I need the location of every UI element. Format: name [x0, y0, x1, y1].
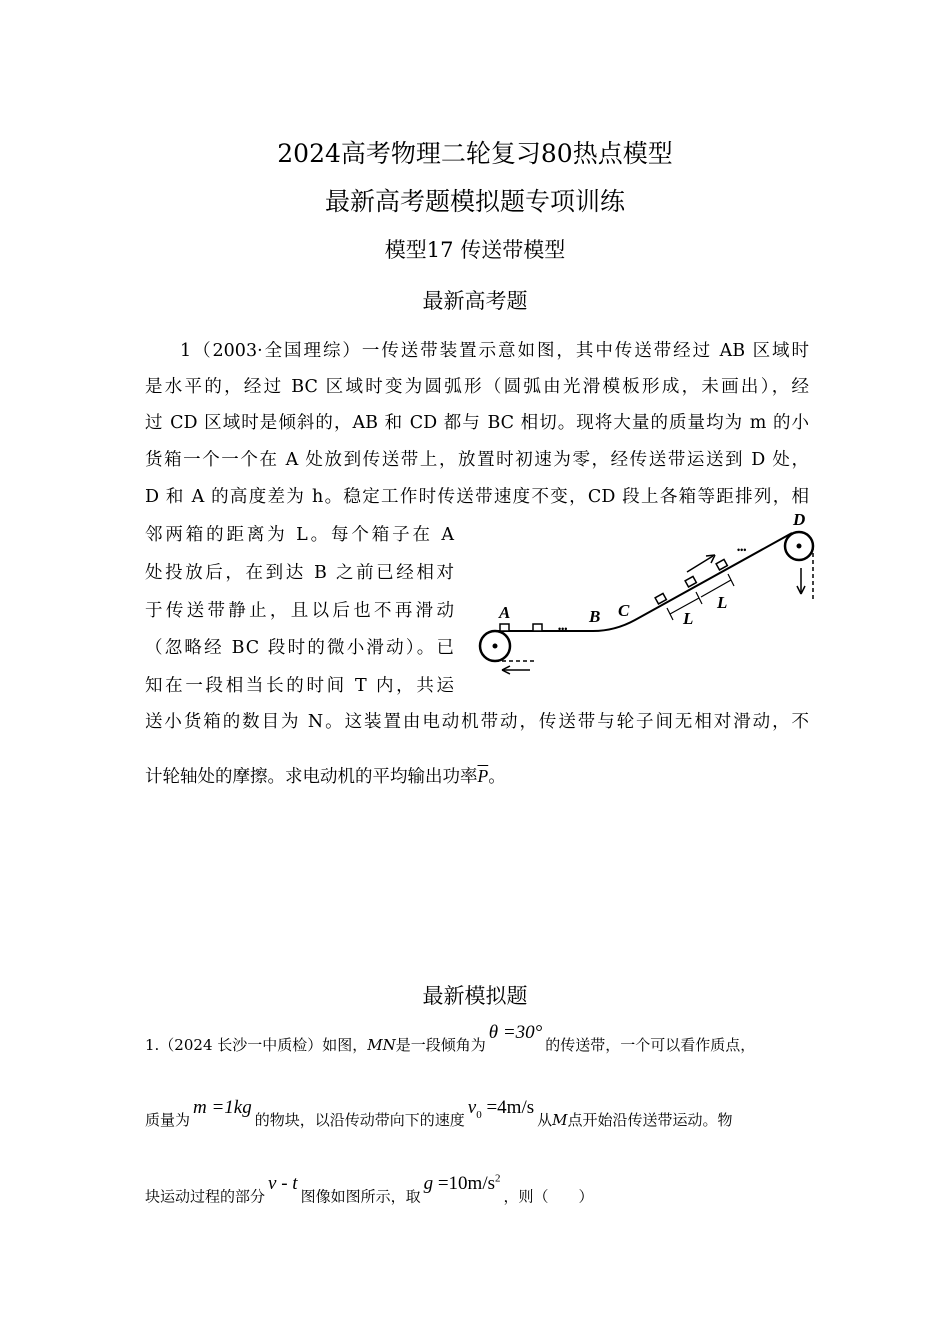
- p1-narrow-3: 于传送带静止，且以后也不再滑动: [145, 601, 455, 621]
- p2-l3-prefix: 块运动过程的部分: [145, 1187, 266, 1206]
- conveyor-belt-figure: [475, 510, 815, 680]
- p1-narrow-4: （忽略经 BC 段时的微小滑动）。已: [145, 638, 455, 658]
- box: [655, 593, 666, 603]
- section-exam-heading: 最新高考题: [422, 289, 528, 313]
- g-value: =10m/s: [433, 1173, 495, 1195]
- p1-line-4: 货箱一个一个在 A 处放到传送带上，放置时初速为零，经传送带运送到 D 处，: [145, 450, 809, 470]
- p1-line-after: 送小货箱的数目为 N。这装置由电动机带动，传送带与轮子间无相对滑动，不: [145, 712, 809, 732]
- p1-line-5: D 和 A 的高度差为 h。稳定工作时传送带速度不变，CD 段上各箱等距排列，相: [145, 487, 809, 507]
- p2-l3-mid: 图像如图所示，取: [300, 1187, 421, 1206]
- box: [500, 624, 509, 631]
- p2-l2-prefix: 质量为: [145, 1111, 191, 1129]
- p1-narrow-5: 知在一段相当长的时间 T 内，共运: [145, 676, 455, 696]
- v0-symbol: v: [467, 1097, 477, 1118]
- v0-sub: 0: [476, 1108, 482, 1121]
- v0-value: =4m/s: [481, 1097, 535, 1118]
- p2-l1-mid: 是一段倾角为: [395, 1036, 486, 1054]
- g-symbol: g: [423, 1173, 434, 1195]
- theta-expression: θ =30°: [488, 1022, 543, 1043]
- label-d: D: [793, 510, 806, 529]
- p1-narrow-2: 处投放后，在到达 B 之前已经相对: [145, 563, 455, 583]
- p2-line-3: [145, 1173, 594, 1207]
- p2-m: M: [552, 1111, 568, 1129]
- belt-upper: [495, 533, 792, 631]
- p1-line-1: 1（2003·全国理综）一传送带装置示意如图，其中传送带经过 AB 区域时: [180, 341, 809, 361]
- p2-line-2: [145, 1097, 733, 1133]
- section-mock-heading: 最新模拟题: [422, 984, 528, 1008]
- p2-l2-mid: 的物块，以沿传动带向下的速度: [254, 1111, 465, 1129]
- dots-incline: •••: [737, 545, 747, 555]
- doc-subtitle: 最新高考题模拟题专项训练: [324, 187, 625, 216]
- model-title: 模型17 传送带模型: [384, 238, 566, 262]
- p2-l2-suffix: 点开始沿传送带运动。物: [567, 1111, 733, 1129]
- p1-line-last: [145, 758, 506, 795]
- box: [533, 624, 542, 631]
- g-sup: 2: [495, 1173, 501, 1185]
- label-l2: L: [717, 593, 728, 612]
- p2-line-1: [145, 1022, 756, 1056]
- v0-expression: [467, 1097, 535, 1121]
- vt-expression: v - t: [268, 1173, 298, 1195]
- p1-last-text: 计轮轴处的摩擦。求电动机的平均输出功率: [145, 767, 478, 787]
- p2-l1-suffix: 的传送带，一个可以看作质点，: [545, 1036, 756, 1054]
- p2-mn: MN: [367, 1036, 396, 1054]
- mass-expression: m =1kg: [193, 1097, 252, 1118]
- label-b: B: [589, 607, 601, 626]
- p2-l3-suffix: ，则（ ）: [503, 1187, 594, 1206]
- label-c: C: [618, 601, 630, 620]
- p2-l1-prefix: 1.（2024 长沙一中质检）如图，: [145, 1036, 368, 1054]
- p1-line-3: 过 CD 区域时是倾斜的，AB 和 CD 都与 BC 相切。现将大量的质量均为 m 的小: [145, 413, 809, 433]
- p1-narrow-1: 邻两箱的距离为 L。每个箱子在 A: [145, 525, 455, 545]
- label-a: A: [499, 603, 511, 622]
- g-expression: [424, 1173, 501, 1194]
- p1-line-2: 是水平的，经过 BC 区域时变为圆弧形（圆弧由光滑模板形成，未画出），经: [145, 377, 809, 397]
- box: [685, 576, 696, 586]
- p2-l2-after: 从: [537, 1111, 553, 1129]
- label-l1: L: [683, 609, 694, 628]
- box: [716, 559, 727, 569]
- average-power-symbol: $\overline{P}$: [477, 766, 489, 786]
- doc-title: 2024高考物理二轮复习80热点模型: [277, 139, 673, 168]
- p1-end: 。: [488, 767, 506, 787]
- dots-horizontal: •••: [558, 624, 568, 634]
